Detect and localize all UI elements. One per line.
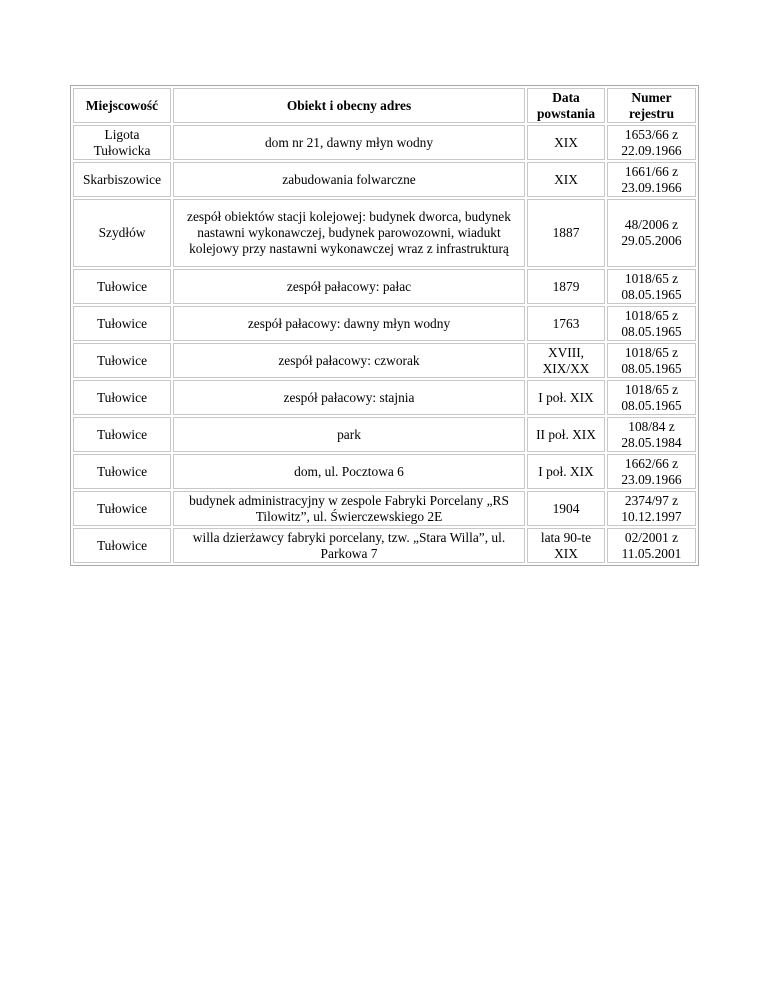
cell-creation-date: lata 90-te XIX xyxy=(527,528,605,563)
cell-register-number: 48/2006 z 29.05.2006 xyxy=(607,199,696,267)
cell-locality: Tułowice xyxy=(73,269,171,304)
cell-object-address: dom, ul. Pocztowa 6 xyxy=(173,454,525,489)
table-row xyxy=(73,162,696,197)
cell-locality: Tułowice xyxy=(73,454,171,489)
header-register-number: Numer rejestru xyxy=(607,88,696,123)
cell-locality: Tułowice xyxy=(73,528,171,563)
cell-object-address: zespół pałacowy: dawny młyn wodny xyxy=(173,306,525,341)
cell-register-number: 1661/66 z 23.09.1966 xyxy=(607,162,696,197)
cell-register-number: 1018/65 z 08.05.1965 xyxy=(607,380,696,415)
cell-object-address: zespół obiektów stacji kolejowej: budynek dworca, budynek nastawni wykonawczej, budynek parowozowni, wiadukt kolejowy przy nastawni wykonawczej wraz z infrastrukturą xyxy=(173,199,525,267)
cell-locality: Szydłów xyxy=(73,199,171,267)
header-creation-date: Data powstania xyxy=(527,88,605,123)
cell-locality: Tułowice xyxy=(73,380,171,415)
cell-creation-date: I poł. XIX xyxy=(527,454,605,489)
cell-register-number: 108/84 z 28.05.1984 xyxy=(607,417,696,452)
cell-object-address: willa dzierżawcy fabryki porcelany, tzw. „Stara Willa”, ul. Parkowa 7 xyxy=(173,528,525,563)
cell-register-number: 1662/66 z 23.09.1966 xyxy=(607,454,696,489)
table-row xyxy=(73,454,696,489)
cell-creation-date: II poł. XIX xyxy=(527,417,605,452)
table-row xyxy=(73,343,696,378)
table-row xyxy=(73,380,696,415)
cell-creation-date: 1904 xyxy=(527,491,605,526)
cell-creation-date: 1879 xyxy=(527,269,605,304)
header-object-address: Obiekt i obecny adres xyxy=(173,88,525,123)
cell-object-address: zespół pałacowy: pałac xyxy=(173,269,525,304)
cell-register-number: 1018/65 z 08.05.1965 xyxy=(607,269,696,304)
cell-creation-date: XVIII, XIX/XX xyxy=(527,343,605,378)
header-locality: Miejscowość xyxy=(73,88,171,123)
table-row xyxy=(73,491,696,526)
cell-locality: Tułowice xyxy=(73,491,171,526)
cell-creation-date: XIX xyxy=(527,125,605,160)
cell-register-number: 2374/97 z 10.12.1997 xyxy=(607,491,696,526)
cell-creation-date: I poł. XIX xyxy=(527,380,605,415)
cell-object-address: dom nr 21, dawny młyn wodny xyxy=(173,125,525,160)
cell-locality: Ligota Tułowicka xyxy=(73,125,171,160)
cell-object-address: budynek administracyjny w zespole Fabryki Porcelany „RS Tilowitz”, ul. Świerczewskiego 2E xyxy=(173,491,525,526)
cell-register-number: 1018/65 z 08.05.1965 xyxy=(607,306,696,341)
table-row xyxy=(73,199,696,267)
cell-locality: Tułowice xyxy=(73,343,171,378)
cell-register-number: 02/2001 z 11.05.2001 xyxy=(607,528,696,563)
monuments-register-table xyxy=(70,85,699,566)
cell-locality: Skarbiszowice xyxy=(73,162,171,197)
cell-creation-date: 1763 xyxy=(527,306,605,341)
cell-locality: Tułowice xyxy=(73,417,171,452)
cell-object-address: park xyxy=(173,417,525,452)
cell-register-number: 1018/65 z 08.05.1965 xyxy=(607,343,696,378)
table-row xyxy=(73,417,696,452)
table-row xyxy=(73,269,696,304)
cell-register-number: 1653/66 z 22.09.1966 xyxy=(607,125,696,160)
cell-object-address: zespół pałacowy: czworak xyxy=(173,343,525,378)
table-header-row xyxy=(73,88,696,123)
table-row xyxy=(73,528,696,563)
cell-locality: Tułowice xyxy=(73,306,171,341)
cell-creation-date: XIX xyxy=(527,162,605,197)
cell-object-address: zespół pałacowy: stajnia xyxy=(173,380,525,415)
table-row xyxy=(73,306,696,341)
cell-creation-date: 1887 xyxy=(527,199,605,267)
table-row xyxy=(73,125,696,160)
cell-object-address: zabudowania folwarczne xyxy=(173,162,525,197)
